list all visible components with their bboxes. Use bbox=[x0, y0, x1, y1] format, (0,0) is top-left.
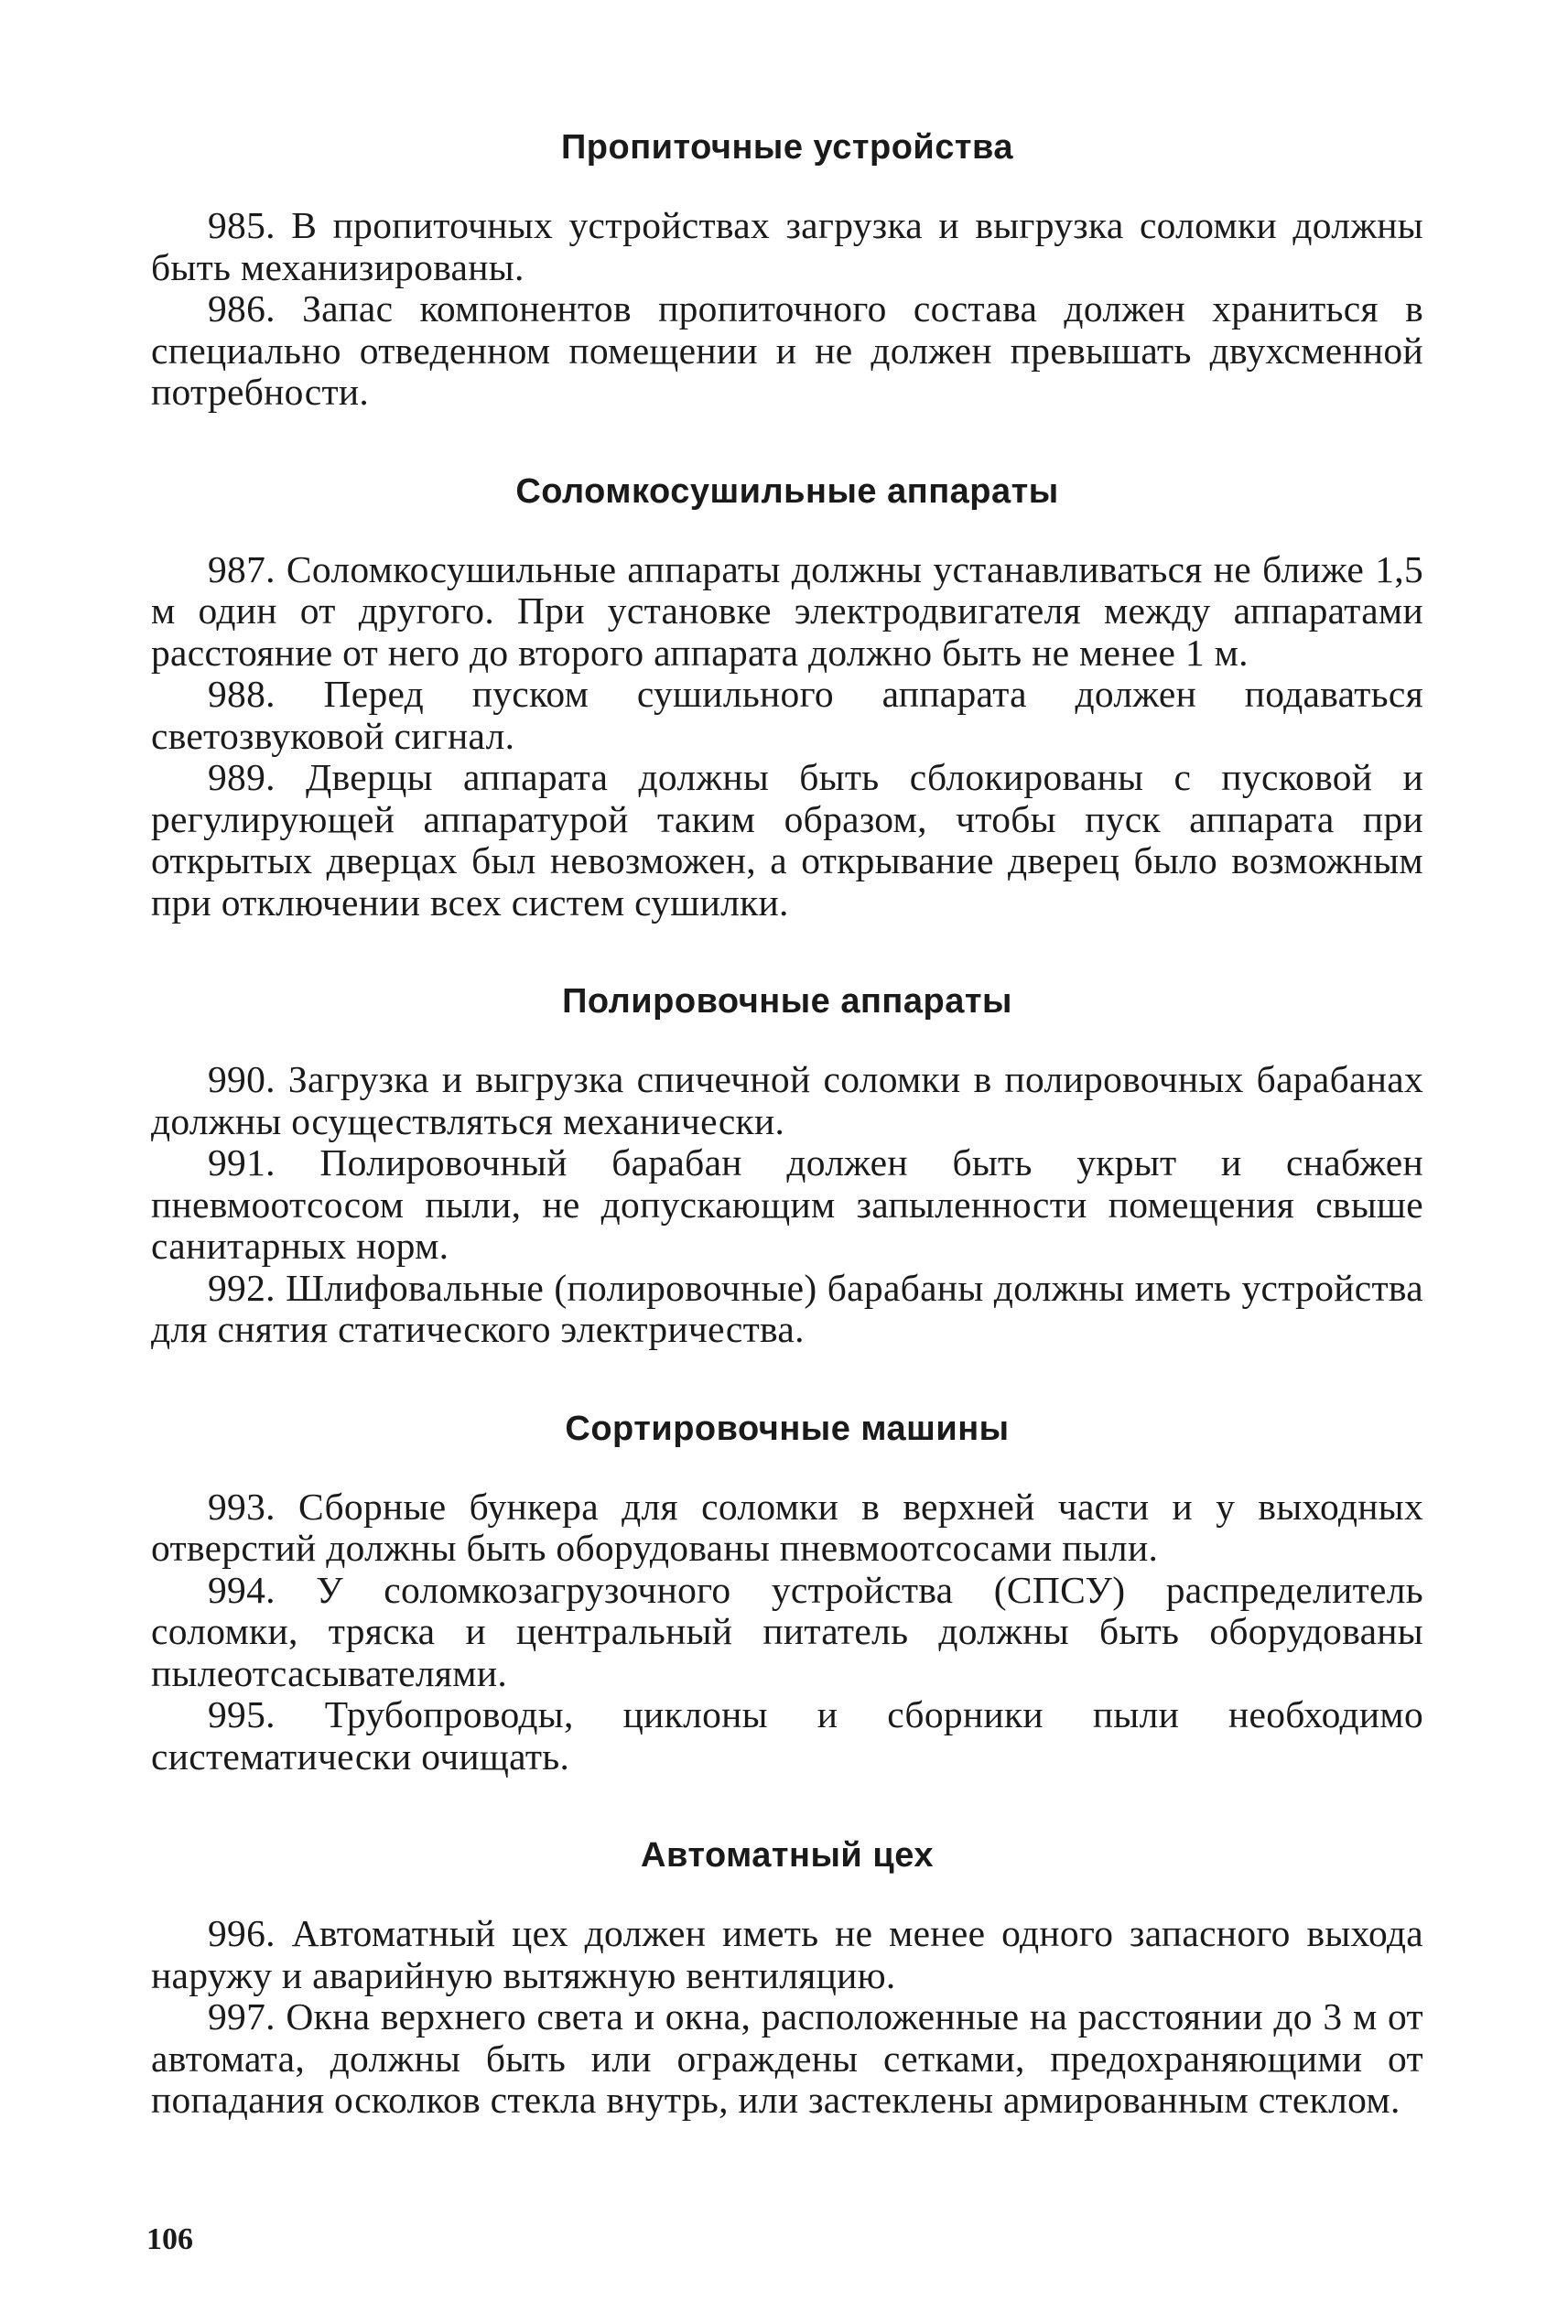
paragraph-996: 996. Автоматный цех должен иметь не менее одного запасного выхода наружу и аварийную вытяжную вентиляцию. bbox=[151, 1912, 1423, 1996]
paragraph-993: 993. Сборные бункера для соломки в верхней части и у выходных отверстий должны быть оборудованы пневмоотсосами пыли. bbox=[151, 1485, 1423, 1569]
section-heading: Соломкосушильные аппараты bbox=[515, 471, 1059, 511]
paragraph-985: 985. В пропиточных устройствах загрузка и выгрузка соломки должны быть механизированы. bbox=[151, 204, 1423, 288]
paragraph-997: 997. Окна верхнего света и окна, расположенные на расстоянии до 3 м от автомата, должны быть или ограждены сетками, предохраняющими от попадания осколков стекла внутрь, или застеклены армированным стеклом. bbox=[151, 1995, 1423, 2121]
section-automatic-shop bbox=[151, 1834, 1423, 2122]
paragraph-986: 986. Запас компонентов пропиточного состава должен храниться в специально отведенном помещении и не должен превышать двухсменной потребности. bbox=[151, 287, 1423, 413]
section-drying bbox=[151, 470, 1423, 924]
paragraph-992: 992. Шлифовальные (полировочные) барабаны должны иметь устройства для снятия статического электричества. bbox=[151, 1266, 1423, 1350]
paragraph-987: 987. Соломкосушильные аппараты должны устанавливаться не ближе 1,5 м один от другого. При установке электродвигателя между аппаратами расстояние от него до второго аппарата должно быть не менее 1 м. bbox=[151, 547, 1423, 674]
text-column bbox=[151, 126, 1423, 2178]
paragraph-994: 994. У соломкозагрузочного устройства (СПСУ) распределитель соломки, тряска и центральный питатель должны быть оборудованы пылеотсасывателями. bbox=[151, 1568, 1423, 1694]
section-polishing bbox=[151, 980, 1423, 1351]
paragraph-988: 988. Перед пуском сушильного аппарата должен подаваться светозвуковой сигнал. bbox=[151, 673, 1423, 757]
paragraph-995: 995. Трубопроводы, циклоны и сборники пыли необходимо систематически очищать. bbox=[151, 1693, 1423, 1778]
section-heading: Сортировочные машины bbox=[565, 1409, 1010, 1448]
paragraph-990: 990. Загрузка и выгрузка спичечной соломки в полировочных барабанах должны осуществляться механически. bbox=[151, 1058, 1423, 1142]
paragraph-991: 991. Полировочный барабан должен быть укрыт и снабжен пневмоотсосом пыли, не допускающим запыленности помещения свыше санитарных норм. bbox=[151, 1141, 1423, 1267]
page-number: 106 bbox=[146, 2222, 193, 2256]
section-heading: Полировочные аппараты bbox=[562, 982, 1012, 1021]
section-sorting bbox=[151, 1408, 1423, 1778]
section-heading: Пропиточные устройства bbox=[560, 128, 1014, 167]
section-impregnation bbox=[151, 126, 1423, 414]
section-heading: Автоматный цех bbox=[641, 1836, 934, 1875]
paragraph-989: 989. Дверцы аппарата должны быть сблокированы с пусковой и регулирующей аппаратурой таким образом, чтобы пуск аппарата при открытых дверцах был невозможен, а открывание дверец было возможным при отключении всех систем сушилки. bbox=[151, 756, 1423, 924]
